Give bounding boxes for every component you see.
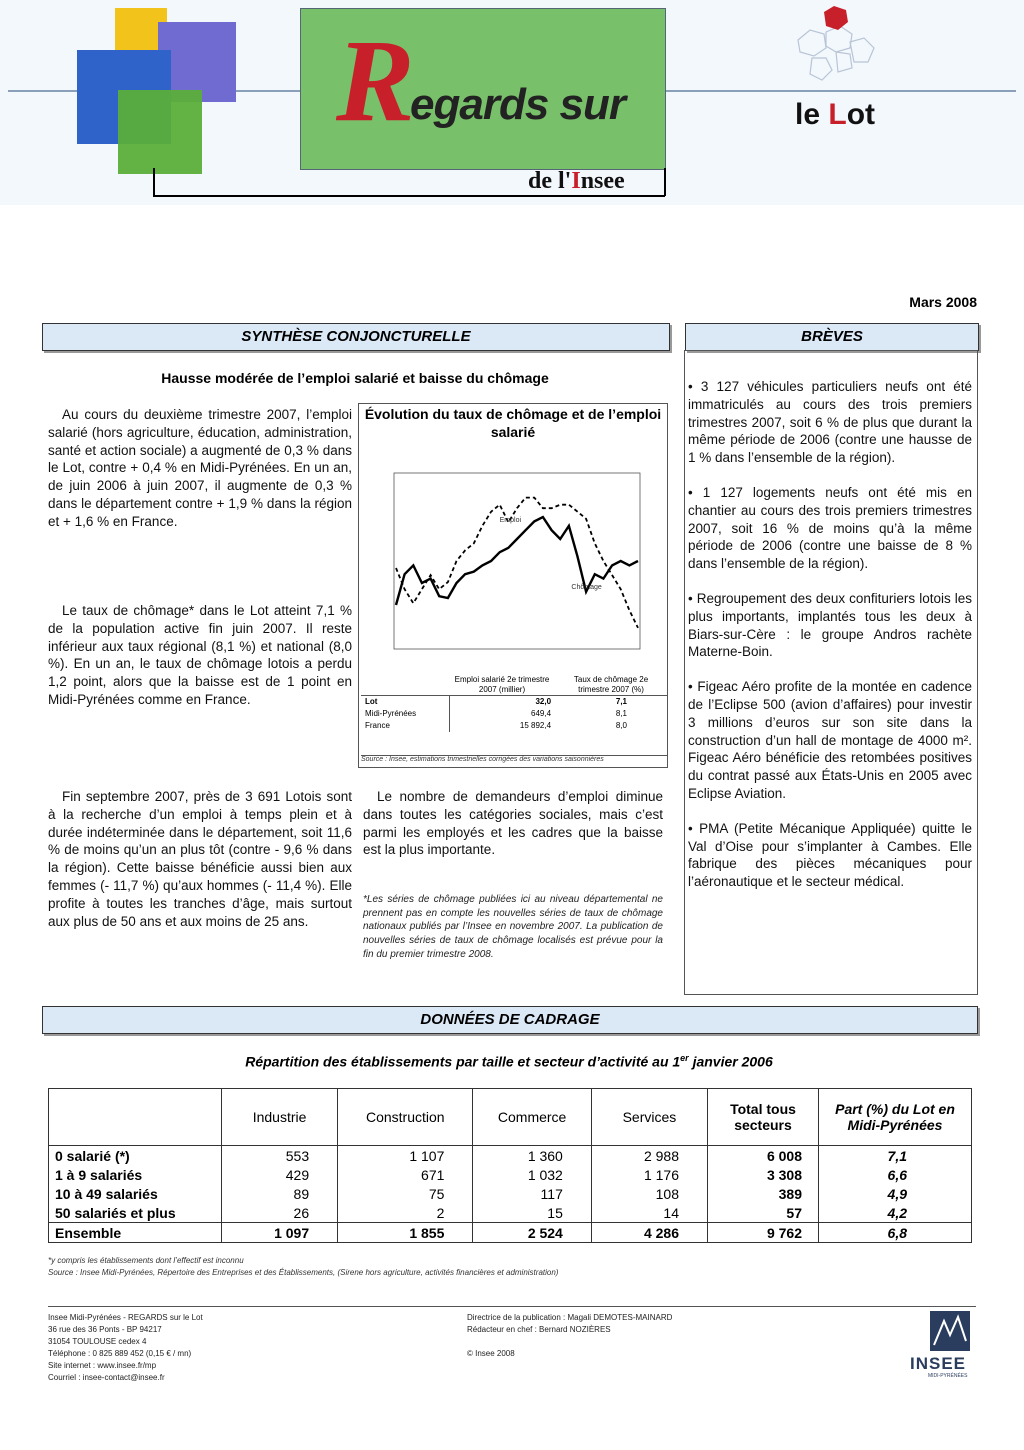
synthese-paragraph: Le taux de chômage* dans le Lot atteint 7,1 % de la population active fin juin 2007. Il reste inférieur aux taux régional (8,1 %) et national (8,0 %). En un an, le taux de chômage lotois a perdu 1,2 point, alors que la baisse est de 1 point en Midi-Pyrénées comme en France. [48,603,352,707]
cell: 4 286 [591,1223,707,1243]
row-label: 50 salariés et plus [49,1203,222,1223]
cell: 2 524 [473,1223,591,1243]
series-label-chomage: Chômage [571,584,602,591]
section-banner-synthese: SYNTHÈSE CONJONCTURELLE [42,323,670,351]
chart-table-cell: 649,4 [531,709,552,718]
table-title: Répartition des établissements par taille et secteur d’activité au 1er janvier 2006 [245,1053,773,1070]
cell: 1 107 [338,1146,473,1166]
chart-table-cell: 15 892,4 [519,721,552,730]
chart-table-row-label: France [361,720,449,732]
cell: 26 [222,1203,338,1223]
chart-table-cell: 32,0 [449,696,555,709]
cell: 3 308 [708,1165,819,1184]
title-text: egards sur [410,80,625,129]
cell: 2 [338,1203,473,1223]
breves-list [688,378,972,908]
section-banner-donnees: DONNÉES DE CADRAGE [42,1006,978,1034]
chart-table [361,675,667,732]
cell: 9 762 [708,1223,819,1243]
footer-rule [48,1306,976,1307]
cell: 1 032 [473,1165,591,1184]
plot-area [394,473,640,649]
row-label: 10 à 49 salariés [49,1184,222,1203]
table-row [49,1146,972,1166]
cell: 89 [222,1184,338,1203]
synthese-paragraph: Au cours du deuxième trimestre 2007, l’emploi salarié (hors agriculture, éducation, administration, santé et action sociale) a augmenté de 0,3 % dans le Lot, contre + 0,4 % en Midi-Pyrénées. En un an, de juin 2006 à juin 2007, il augmente de 0,3 % dans le département contre + 1,9 % dans la région et + 1,6 % en France. [48,407,352,529]
breve-item: • 3 127 véhicules particuliers neufs ont été immatriculés au cours des trois premiers trimestres 2007, soit 6 % de plus que durant la même période de 2006 (contre une hausse de 1 % dans l’ensemble de la région). [688,379,972,466]
unemployment-employment-chart [360,445,666,665]
table-header: Commerce [473,1089,591,1146]
cell: 7,1 [819,1146,972,1166]
table-header: Industrie [222,1089,338,1146]
establishments-table [48,1088,972,1243]
cell: 1 360 [473,1146,591,1166]
table-header: Construction [338,1089,473,1146]
table-row [49,1203,972,1223]
cell: 389 [708,1184,819,1203]
cell: 1 855 [338,1223,473,1243]
website-link[interactable]: Site internet : www.insee.fr/mp [48,1361,157,1370]
row-label: Ensemble [49,1223,222,1243]
series-line-emploi [396,517,638,605]
chomage-note: *Les séries de chômage publiées ici au niveau départemental ne prennent pas en compte les nouvelles séries de taux de chômage nationaux publiés par l’Insee en novembre 2007. La publication de nouvelles séries de taux de chômage localisés est prévue pour la fin du premier trimestre 2008. [363,894,663,960]
cell: 57 [708,1203,819,1223]
synthese-paragraph: Fin septembre 2007, près de 3 691 Lotois sont à la recherche d’un emploi à temps plein et à durée indéterminée dans le département, soit 11,6 % de moins qu’un an plus tôt (contre - 9,6 % dans la région). Cette baisse bénéficie aussi bien aux femmes (- 11,7 %) qu’aux hommes (- 11,4 %). Elle profite à toutes les tranches d’âge, mais surtout aux plus de 50 ans et aux moins de 25 ans. [48,789,352,929]
chart-table-header: Emploi salarié 2e trimestre 2007 (millier) [454,675,550,694]
cell: 15 [473,1203,591,1223]
breve-item: • 1 127 logements neufs ont été mis en chantier au cours des trois premiers trimestres 2007, soit 16 % de moins qu’à la même période de 2006 (contre une baisse de 8 % dans l’ensemble de la région). [688,484,972,572]
cell: 6 008 [708,1146,819,1166]
chart-title: Évolution du taux de chômage et de l’emploi salarié [364,406,662,440]
row-label: 1 à 9 salariés [49,1165,222,1184]
synthese-paragraph: Le nombre de demandeurs d’emploi diminue dans toutes les catégories sociales, mais c’est parmi les employés et les cadres que la baisse est la plus importante. [363,789,663,858]
cell: 429 [222,1165,338,1184]
table-header: Total tous secteurs [708,1089,819,1146]
insee-logo-icon [930,1311,970,1351]
table-row [49,1165,972,1184]
cell: 4,2 [819,1203,972,1223]
table-row-total [49,1223,972,1243]
section-banner-breves: BRÈVES [685,323,979,351]
cell: 553 [222,1146,338,1166]
subtitle-frame [153,168,155,196]
title-initial: R [336,15,415,146]
subtitle: de l'Insee [528,168,625,194]
cell: 117 [473,1184,591,1203]
cell: 6,8 [819,1223,972,1243]
subtitle-frame [153,195,665,197]
chart-table-cell: 7,1 [555,696,667,709]
row-label: 0 salarié (*) [49,1146,222,1166]
cell: 1 176 [591,1165,707,1184]
insee-logo-subtext: MIDI-PYRÉNÉES [928,1373,968,1379]
cell: 14 [591,1203,707,1223]
series-label-emploi: Emploi [499,517,522,525]
breve-item: • Regroupement des deux confituriers lotois les plus importants, implantés tous les deux à Biars-sur-Cère : le groupe Andros rachète Materne-Boin. [688,590,972,660]
cell: 4,9 [819,1184,972,1203]
table-header: Part (%) du Lot en Midi-Pyrénées [819,1089,972,1146]
cell: 2 988 [591,1146,707,1166]
chart-source: Source : Insee, estimations trimestrielles corrigées des variations saisonnières [361,755,667,763]
footer-address: Insee Midi-Pyrénées - REGARDS sur le Lot 36 rue des 36 Ponts - BP 94217 31054 TOULOUSE cedex 4 Téléphone : 0 825 889 452 (0,15 € / mn) Site internet : www.insee.fr/mp Courriel : insee-contact@insee.fr [48,1313,203,1382]
table-header-empty [49,1089,222,1146]
chart-table-cell: 8,1 [615,709,627,718]
cell: 671 [338,1165,473,1184]
cell: 1 097 [222,1223,338,1243]
chart-table-row-label: Lot [361,696,449,709]
cell: 108 [591,1184,707,1203]
table-row [49,1184,972,1203]
department-name: le Lot [795,98,876,131]
table-footnote: *y compris les établissements dont l’effectif est inconnu [48,1256,244,1265]
chart-table-row-label: Midi-Pyrénées [361,708,449,720]
publication-date: Mars 2008 [909,294,977,310]
table-header: Services [591,1089,707,1146]
breve-item: • Figeac Aéro profite de la montée en cadence de l’Eclipse 500 (avion d’affaires) pour investir 3 millions d’euros sur son site dans la construction d’un hall de montage de 4000 m². Figeac Aéro bénéficie des retombées positives du contrat passé aux États-Unis en 2005 avec Eclipse Aviation. [688,679,972,801]
table-source: Source : Insee Midi-Pyrénées, Répertoire des Entreprises et des Établissements, (Sirene hors agriculture, activités financières et administration) [48,1268,559,1277]
department-map-icon [786,2,886,84]
subtitle-frame [664,168,666,196]
insee-logo-text: INSEE [910,1354,967,1373]
cell: 75 [338,1184,473,1203]
cell: 6,6 [819,1165,972,1184]
footer-credits: Directrice de la publication : Magali DEMOTES-MAINARD Rédacteur en chef : Bernard NOZIÈRES © Insee 2008 [467,1313,673,1358]
breve-item: • PMA (Petite Mécanique Appliquée) quitte le Val d’Oise pour s’implanter à Cambes. Elle fabrique des pièces mécaniques pour l’aéronautique et le secteur médical. [688,820,972,890]
logo-square-green [118,90,202,174]
email-link[interactable]: Courriel : insee-contact@insee.fr [48,1373,165,1382]
chart-table-header: Taux de chômage 2e trimestre 2007 (%) [573,675,649,694]
synthese-title: Hausse modérée de l’emploi salarié et baisse du chômage [161,370,549,386]
chart-table-cell: 8,0 [615,721,627,730]
